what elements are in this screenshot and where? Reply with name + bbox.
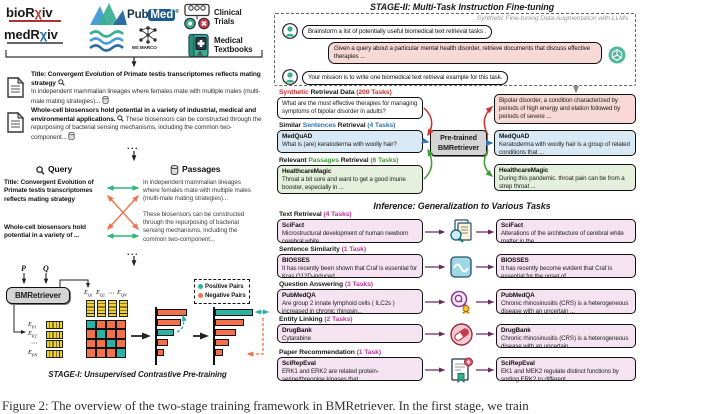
- database-icon: [68, 132, 75, 140]
- pubmed-logo: [127, 9, 179, 21]
- query-item: Whole-cell biosensors hold potential in a variety of ...: [4, 224, 86, 240]
- ellipsis: ...: [127, 247, 140, 257]
- task-label-question-answering: Question Answering (3 Tasks): [279, 281, 373, 288]
- database-icon: [102, 96, 109, 104]
- question-answering-icon: [448, 289, 474, 315]
- biosses-input-box: BIOSSES It has recently been shown that Craf is essential for Kras G12D-induced ...: [277, 254, 423, 278]
- passages-database-icon: [170, 165, 179, 175]
- dataset-name: HealthcareMagic: [282, 168, 332, 175]
- query-item: Title: Convergent Evolution of Primate testis transcriptomes reflects mating strategy: [4, 179, 94, 203]
- passage-embedding-vector: [46, 340, 63, 348]
- pairs-legend: [194, 279, 250, 304]
- dataset-name: HealthcareMagic: [499, 167, 549, 174]
- document-snippet: [31, 71, 265, 106]
- synthetic-input-box: What are the most effective therapies for managing symptoms of bipolar disorder in adults?: [277, 97, 423, 119]
- negative-dot: [198, 293, 203, 298]
- similarity-matrix: [86, 320, 126, 358]
- negative-score-bar: [215, 349, 223, 356]
- user-avatar-icon: [282, 69, 298, 85]
- pretrained-bmretriever-box: Pre-trained BMRetriever: [430, 130, 487, 156]
- ellipsis-dots: ⋯: [108, 290, 115, 297]
- scifact-input-box: SciFact Microstructural development of human newborn cerebral white ...: [277, 219, 423, 243]
- medical-textbooks-label: Medical Textbooks: [214, 36, 253, 55]
- stage1-caption: STAGE-I: Unsupervised Contrastive Pre-training: [48, 370, 227, 379]
- negative-score-bar: [215, 329, 236, 336]
- healthcaremagic-output-box: [494, 164, 636, 191]
- dataset-name: MedQuAD: [282, 133, 313, 140]
- stage2-title: STAGE-II: Multi-Task Instruction Fine-tuning: [369, 2, 555, 12]
- inference-title: Inference: Generalization to Various Tasks: [373, 201, 551, 211]
- track-label-synthetic: Synthetic Retrieval Data (200 Tasks): [279, 89, 392, 96]
- positive-dot: [198, 284, 203, 289]
- figure-caption-clipped: Figure 2: The overview of the two-stage training framework in BMRetriever. In the first stage, we train: [2, 398, 529, 413]
- document-title: Whole-cell biosensors hold potential in a variety of industrial, medical and environmental applications.: [31, 107, 257, 124]
- drugbank-output-box: DrugBank Chronic rhinosinusitis (CRS) is a heterogeneous disease with an uncertain ...: [496, 324, 636, 348]
- prompt-bubble: Brainstorm a list of potentially useful biomedical text retrieval tasks .: [302, 25, 492, 39]
- passage-item: In independent mammalian lineages where females mate with multiple males (multi-male mating strategies)...: [143, 179, 251, 203]
- document-body: These biosensors can be constructed through the repurposing of bacterial sensing mechanisms, including the common two-component...: [31, 116, 262, 142]
- eq-vector-label: $E_{QN}$: [117, 289, 127, 298]
- query-embedding-vector: [97, 300, 106, 317]
- similarity-icon: [449, 255, 473, 279]
- eq-vector-label: $E_{Q2}$: [96, 289, 105, 298]
- pubmed-registered: ®: [175, 9, 179, 16]
- entity-linking-icon: [449, 322, 474, 347]
- medrxiv-tagline-bar: [7, 42, 63, 44]
- bmretriever-box: BMRetriever: [6, 287, 70, 304]
- screpeval-output-box: SciRepEval EK1 and MEK2 regulate distinct functions by sorting ERK2 to different ...: [496, 357, 636, 381]
- medquad-output-box: [494, 130, 636, 156]
- ellipsis: ...: [127, 141, 140, 151]
- document-body: In independent mammalian lineages where females mate with multiple males (multi-male mating strategies)...: [31, 88, 261, 106]
- ep-vector-label: $E_{P2}$: [28, 330, 37, 339]
- dataset-text: During this pandemic. throat pain can be from a strep throat ...: [499, 175, 625, 191]
- drugbank-input-box: DrugBank Cytarabine: [277, 324, 423, 343]
- ms-marco-network-icon: [137, 26, 159, 44]
- pubmedqa-input-box: PubMedQA Are group 2 innate lymphoid cells ( ILC2s ) increased in chronic rhinosin...: [277, 289, 423, 314]
- biosses-output-box: BIOSSES It has recently become evident that Craf is essential for the onset of ...: [496, 254, 636, 278]
- document-icon: [7, 77, 24, 98]
- eq-vector-label: $E_{Q1}$: [84, 289, 93, 298]
- synthetic-output-box: Bipolar disorder, a condition characterized by periods of high energy and elation followed by periods of severe ...: [494, 94, 636, 124]
- document-snippet: [31, 107, 265, 142]
- biorxiv-tagline-bar: [9, 20, 61, 22]
- q-label: Q: [43, 264, 49, 273]
- biorxiv-suffix: iv: [41, 5, 53, 20]
- negative-score-bar: [215, 339, 229, 346]
- positive-score-bar: [215, 309, 253, 316]
- medical-textbooks-icon: [187, 33, 211, 58]
- document-title: Title: Convergent Evolution of Primate testis transcriptomes reflects mating strategy: [31, 71, 261, 88]
- legend-positive-label: Positive Pairs: [205, 283, 244, 290]
- query-header: Query: [48, 164, 73, 174]
- magnifier-icon: [58, 79, 65, 86]
- medrxiv-suffix: iv: [47, 27, 58, 42]
- llm-response-bubble: Given a query about a particular mental health disorder, retrieve documents that discuss effective therapies ...: [328, 42, 602, 64]
- legend-negative-label: Negative Pairs: [205, 292, 246, 300]
- magnifier-icon: [117, 115, 124, 122]
- negative-score-bar: [215, 319, 244, 326]
- task-label-text-retrieval: Text Retrieval (4 Tasks): [279, 211, 352, 218]
- biorxiv-logo: [6, 5, 53, 20]
- dataset-text: What is (are) keratoderma with woolly hair?: [282, 141, 397, 149]
- p-label: P: [21, 264, 26, 273]
- passages-header: Passages: [182, 164, 221, 174]
- screpeval-input-box: SciRepEval ERK1 and ERK2 are related protein-serine/threonine kinases that ...: [277, 357, 423, 381]
- user-avatar-icon: [282, 23, 298, 39]
- negative-score-bar: [157, 309, 187, 316]
- positive-score-bar: [157, 329, 174, 336]
- track-label-similar-sentences: Similar Sentences Retrieval (4 Tasks): [279, 122, 396, 129]
- emblem-logo: [86, 3, 130, 53]
- healthcaremagic-input-box: [277, 165, 423, 194]
- track-label-relevant-passages: Relevant Passages Retrieval (6 Tasks): [279, 157, 399, 164]
- passage-embedding-vector: [46, 350, 63, 358]
- query-magnifier-icon: [36, 166, 45, 175]
- pubmed-pub: Pub: [127, 9, 149, 21]
- document-icon: [7, 112, 24, 133]
- ellipsis-dots: ⋯: [31, 340, 38, 347]
- clinical-trials-label: Clinical Trials: [214, 8, 242, 27]
- prompt-bubble: Your mission is to write one biomedical text retrieval example for this task.: [302, 71, 508, 85]
- medrxiv-text: medR: [4, 27, 40, 42]
- task-label-sentence-similarity: Sentence Similarity (1 Task): [279, 246, 366, 253]
- medrxiv-chi: χ: [39, 27, 48, 42]
- negative-score-bar: [157, 349, 164, 356]
- passage-embedding-vector: [46, 321, 63, 329]
- negative-score-bar: [157, 339, 168, 346]
- biorxiv-chi: χ: [34, 5, 42, 20]
- query-embedding-vector: [108, 300, 117, 317]
- clinical-trials-icon: [182, 3, 212, 31]
- pubmed-med: Med: [150, 9, 174, 21]
- paper-recommendation-icon: [449, 357, 474, 383]
- query-embedding-vector: [86, 300, 95, 317]
- medrxiv-logo: [4, 27, 58, 42]
- dataset-text: Throat a bit sore and want to get a good imune booster, especially in ...: [282, 176, 406, 192]
- pubmedqa-output-box: PubMedQA Chronic rhinosinusitis (CRS) is a heterogeneous disease with an uncertain ...: [496, 289, 636, 314]
- query-embedding-vector: [119, 300, 128, 317]
- negative-score-bar: [157, 319, 181, 326]
- llm-augmentation-subtitle: Synthetic Fine-tuning Data Augmentation with LLMs: [476, 15, 628, 22]
- dataset-name: MedQuAD: [499, 133, 530, 140]
- ep-vector-label: $E_{PN}$: [28, 349, 38, 358]
- scifact-output-box: SciFact Alterations of the architecture of cerebral white matter in the ...: [496, 219, 636, 243]
- passage-embedding-vector: [46, 331, 63, 339]
- document-search-icon: [448, 219, 474, 245]
- medquad-input-box: [277, 130, 423, 153]
- biorxiv-text: bioR: [6, 5, 35, 20]
- ms-marco-label: MS MARCO: [132, 45, 157, 50]
- dataset-text: Keratoderma with woolly hair is a group of related conditions that ...: [499, 141, 630, 157]
- passage-item: These biosensors can be constructed through the repurposing of bacterial sensing mechanisms, including the common two-component...: [143, 211, 245, 243]
- task-label-paper-recommendation: Paper Recommendation (1 Task): [279, 349, 381, 356]
- ep-vector-label: $E_{P1}$: [28, 321, 37, 330]
- task-label-entity-linking: Entity Linking (2 Tasks): [279, 316, 353, 323]
- chatgpt-icon: [608, 46, 626, 64]
